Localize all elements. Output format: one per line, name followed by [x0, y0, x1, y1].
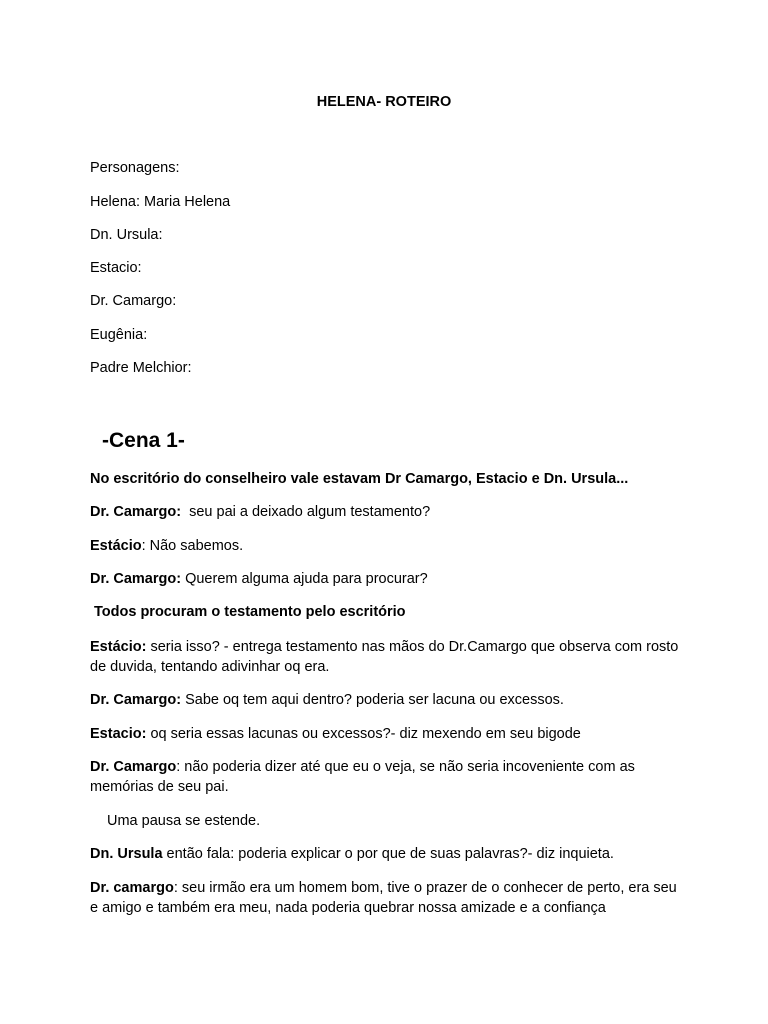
dialogue-text: então fala: poderia explicar o por que de suas palavras?- diz inquieta. [162, 846, 614, 862]
dialogue-line [90, 844, 690, 864]
dialogue-line [90, 569, 690, 589]
speaker: Dn. Ursula [90, 846, 163, 862]
dialogue-line [90, 637, 680, 677]
character-item: Estacio: [90, 260, 142, 276]
speaker: Estácio [90, 538, 142, 554]
stage-direction: Uma pausa se estende. [107, 813, 261, 829]
scene-setting: No escritório do conselheiro vale estavam Dr Camargo, Estacio e Dn. Ursula... [90, 471, 629, 487]
speaker: Dr. Camargo: [90, 504, 182, 520]
dialogue-text: : Não sabemos. [141, 538, 244, 554]
speaker: Dr. Camargo [90, 759, 177, 775]
speaker: Estácio: [90, 639, 147, 655]
speaker: Dr. Camargo: [90, 692, 182, 708]
dialogue-line [90, 878, 680, 918]
speaker: Estacio: [90, 726, 147, 742]
speaker: Dr. Camargo: [90, 571, 182, 587]
dialogue-line [90, 690, 690, 710]
speaker: Dr. camargo [90, 880, 174, 896]
characters-heading: Personagens: [90, 160, 180, 176]
character-item: Eugênia: [90, 327, 148, 343]
dialogue-text: Querem alguma ajuda para procurar? [181, 571, 428, 587]
dialogue-line [90, 502, 690, 522]
dialogue-text: seu pai a deixado algum testamento? [181, 504, 431, 520]
document-title: HELENA- ROTEIRO [316, 94, 452, 110]
dialogue-text: seria isso? - entrega testamento nas mãos do Dr.Camargo que observa com rosto de duvida, tentando adivinhar oq era. [90, 639, 679, 675]
scene-title: -Cena 1- [102, 429, 185, 452]
character-item: Dn. Ursula: [90, 227, 163, 243]
dialogue-text: oq seria essas lacunas ou excessos?- diz mexendo em seu bigode [146, 726, 581, 742]
character-item: Padre Melchior: [90, 360, 192, 376]
character-item: Helena: Maria Helena [90, 194, 231, 210]
dialogue-line [90, 536, 690, 556]
dialogue-line [90, 724, 690, 744]
dialogue-line [90, 757, 680, 797]
stage-direction: Todos procuram o testamento pelo escritório [94, 604, 406, 620]
dialogue-text: : não poderia dizer até que eu o veja, se não seria incoveniente com as memórias de seu pai. [90, 759, 635, 795]
dialogue-text: : seu irmão era um homem bom, tive o prazer de o conhecer de perto, era seu e amigo e também era meu, nada poderia quebrar nossa amizade e a confiança [90, 880, 677, 916]
character-item: Dr. Camargo: [90, 293, 177, 309]
dialogue-text: Sabe oq tem aqui dentro? poderia ser lacuna ou excessos. [181, 692, 564, 708]
